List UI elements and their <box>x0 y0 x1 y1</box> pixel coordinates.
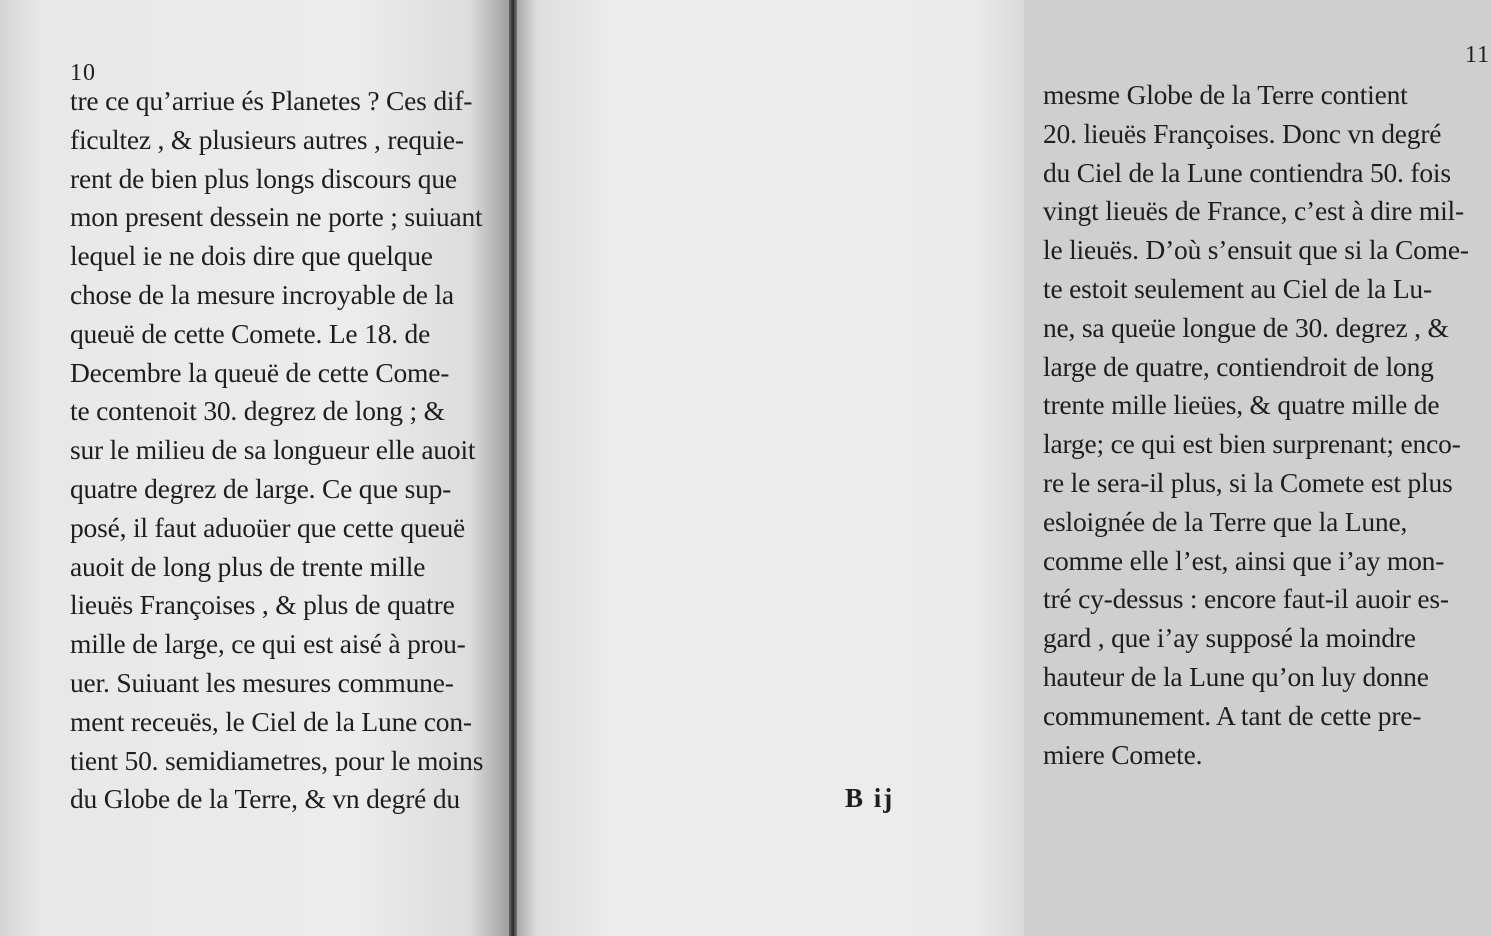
text-line: esloignée de la Terre que la Lune, <box>1043 505 1408 537</box>
right-page-number: 11 <box>1465 42 1491 68</box>
text-line: hauteur de la Lune qu’on luy donne <box>1043 660 1429 692</box>
text-line: mon present dessein ne porte ; suiuant <box>70 201 483 233</box>
left-page <box>0 0 511 936</box>
text-line: chose de la mesure incroyable de la <box>70 278 454 310</box>
text-line: miere Comete. <box>1043 738 1203 770</box>
text-line: ficultez , & plusieurs autres , requie- <box>70 123 464 155</box>
right-page-text <box>1043 76 1491 774</box>
text-line: tre ce qu’arriue és Planetes ? Ces dif- <box>70 85 473 116</box>
text-line: lequel ie ne dois dire que quelque <box>70 240 433 272</box>
text-line: uer. Suiuant les mesures commune- <box>70 666 454 698</box>
text-line: quatre degrez de large. Ce que sup- <box>70 472 452 504</box>
text-line: posé, il faut aduoüer que cette queuë <box>70 511 466 543</box>
text-line: large de quatre, contiendroit de long <box>1043 350 1434 382</box>
text-line: queuë de cette Comete. Le 18. de <box>70 317 431 349</box>
text-line: te estoit seulement au Ciel de la Lu- <box>1043 272 1432 304</box>
text-line: re le sera-il plus, si la Comete est plus <box>1043 466 1453 498</box>
text-line: vingt lieuës de France, c’est à dire mil- <box>1043 195 1464 227</box>
text-line: mesme Globe de la Terre contient <box>1043 79 1408 110</box>
text-line: lieuës Françoises , & plus de quatre <box>70 589 455 621</box>
text-line: du Ciel de la Lune contiendra 50. fois <box>1043 156 1451 188</box>
text-line: rent de bien plus longs discours que <box>70 162 457 194</box>
text-line: auoit de long plus de trente mille <box>70 550 426 582</box>
text-line: gard , que i’ay supposé la moindre <box>1043 622 1416 654</box>
text-line: communement. A tant de cette pre- <box>1043 699 1422 731</box>
text-line: tient 50. semidiametres, pour le moins <box>70 744 484 776</box>
text-line: tré cy-dessus : encore faut-il auoir es- <box>1043 583 1449 615</box>
text-line: 20. lieuës Françoises. Donc vn degré <box>1043 117 1442 149</box>
left-page-text <box>70 82 511 819</box>
text-line: le lieuës. D’où s’ensuit que si la Come- <box>1043 234 1469 266</box>
text-line: mille de large, ce qui est aisé à prou- <box>70 628 466 660</box>
text-line: comme elle l’est, ainsi que i’ay mon- <box>1043 544 1445 576</box>
text-line: sur le milieu de sa longueur elle auoit <box>70 434 476 466</box>
text-line: Decembre la queuë de cette Come- <box>70 356 450 388</box>
text-line: ment receuës, le Ciel de la Lune con- <box>70 705 472 737</box>
right-page <box>517 0 1491 936</box>
text-line: ne, sa queüe longue de 30. degrez , & <box>1043 311 1449 343</box>
text-line: trente mille lieües, & quatre mille de <box>1043 389 1440 421</box>
left-page-number: 10 <box>70 60 96 86</box>
text-line: du Globe de la Terre, & vn degré du <box>70 783 460 815</box>
signature-mark: B ij <box>845 783 895 813</box>
text-line: large; ce qui est bien surprenant; enco- <box>1043 428 1461 460</box>
text-line: te contenoit 30. degrez de long ; & <box>70 395 445 427</box>
